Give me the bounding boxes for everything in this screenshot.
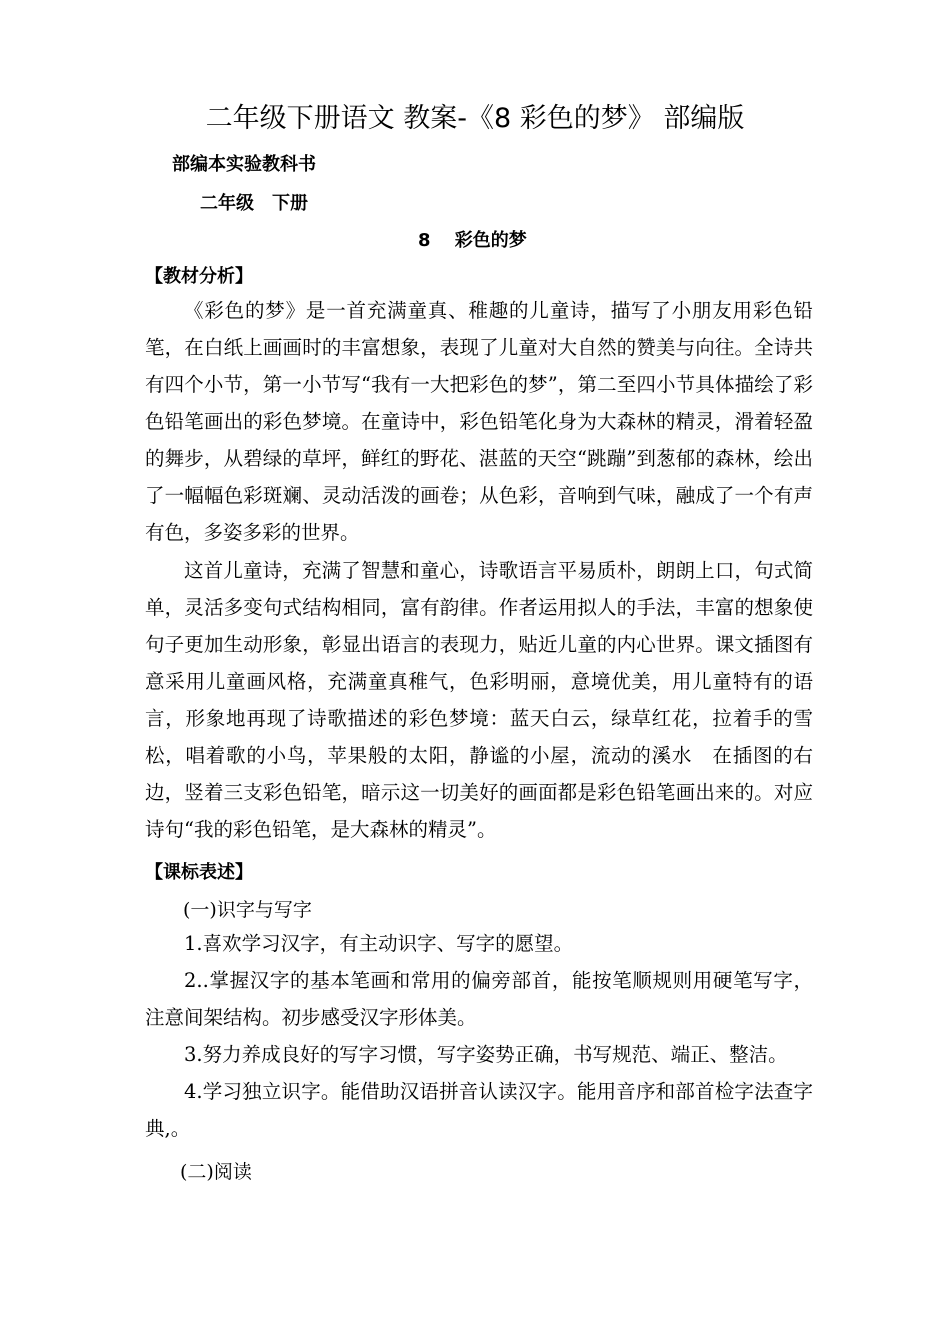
list-item-2: 2..掌握汉字的基本笔画和常用的偏旁部首，能按笔顺规则用硬笔写字，注意间架结构。初步感受汉字形体美。: [145, 969, 813, 1029]
material-analysis-paragraph-1: 《彩色的梦》是一首充满童真、稚趣的儿童诗，描写了小朋友用彩色铅笔，在白纸上画画时的丰富想象，表现了儿童对大自然的赞美与向往。全诗共有四个小节，第一小节写“我有一大把彩色的梦”，第二至四小节具体描绘了彩色铅笔画出的彩色梦境。在童诗中，彩色铅笔化身为大森林的精灵，滑着轻盈的舞步，从碧绿的草坪，鲜红的野花、湛蓝的天空“跳蹦”到葱郁的森林，绘出了一幅幅色彩斑斓、灵动活泼的画卷；从色彩，音响到气味，融成了一个有声有色，多姿多彩的世界。: [145, 299, 813, 544]
grade-label: 二年级 下册: [200, 193, 308, 214]
document-title: 二年级下册语文 教案-《8 彩色的梦》 部编版: [205, 103, 745, 134]
subsection-literacy-writing: (一)识字与写字: [183, 899, 312, 921]
textbook-series-label: 部编本实验教科书: [172, 154, 316, 175]
list-item-4: 4.学习独立识字。能借助汉语拼音认读汉字。能用音序和部首检字法查字典,。: [145, 1080, 813, 1140]
material-analysis-paragraph-2: 这首儿童诗，充满了智慧和童心，诗歌语言平易质朴，朗朗上口，句式简单，灵活多变句式结构相同，富有韵律。作者运用拟人的手法，丰富的想象使句子更加生动形象，彰显出语言的表现力，贴近儿童的内心世界。课文插图有意采用儿童画风格，充满童真稚气，色彩明丽，意境优美，用儿童特有的语言，形象地再现了诗歌描述的彩色梦境：蓝天白云，绿草红花，拉着手的雪松，唱着歌的小鸟，苹果般的太阳，静谧的小屋，流动的溪水 在插图的右边，竖着三支彩色铅笔，暗示这一切美好的画面都是彩色铅笔画出来的。对应诗句“我的彩色铅笔，是大森林的精灵”。: [145, 559, 813, 841]
list-item-1: 1.喜欢学习汉字，有主动识字、写字的愿望。: [184, 932, 574, 955]
section-heading-curriculum-standard: 【课标表述】: [145, 862, 253, 883]
list-item-3: 3.努力养成良好的写字习惯，写字姿势正确，书写规范、端正、整洁。: [184, 1043, 788, 1066]
lesson-heading: 8 彩色的梦: [418, 230, 527, 251]
section-heading-material-analysis: 【教材分析】: [145, 266, 253, 287]
subsection-reading: (二)阅读: [180, 1161, 252, 1183]
